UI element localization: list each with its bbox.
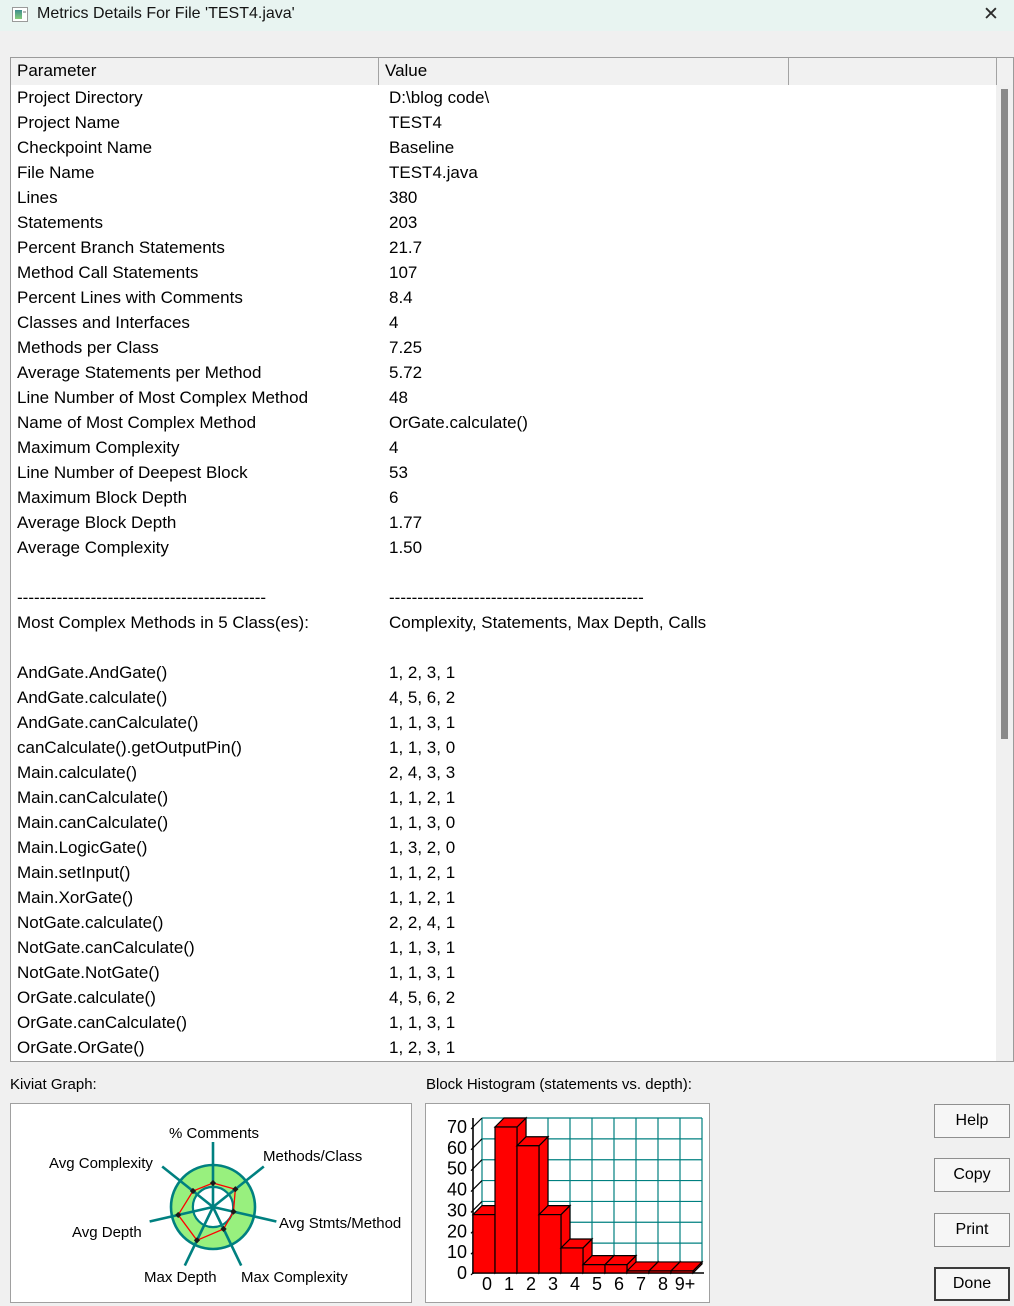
row-parameter: Project Name bbox=[17, 113, 120, 132]
table-row bbox=[11, 985, 996, 1010]
table-row bbox=[11, 335, 996, 360]
table-row bbox=[11, 785, 996, 810]
row-value: 4, 5, 6, 2 bbox=[389, 688, 456, 707]
table-row bbox=[11, 810, 996, 835]
row-value: 1, 1, 3, 1 bbox=[389, 938, 456, 957]
table-row bbox=[11, 560, 996, 585]
row-value: --------------------------------------------- bbox=[389, 588, 644, 607]
row-parameter: Average Block Depth bbox=[17, 513, 177, 532]
row-parameter: Percent Lines with Comments bbox=[17, 288, 243, 307]
row-value: D:\blog code\ bbox=[389, 88, 490, 107]
row-parameter: Checkpoint Name bbox=[17, 138, 153, 157]
row-parameter: Method Call Statements bbox=[17, 263, 199, 282]
table-row bbox=[11, 310, 996, 335]
row-value: 2, 4, 3, 3 bbox=[389, 763, 456, 782]
row-parameter: AndGate.calculate() bbox=[17, 688, 168, 707]
row-value: 1, 2, 3, 1 bbox=[389, 1038, 456, 1057]
row-parameter: Average Complexity bbox=[17, 538, 169, 557]
row-value: 1, 1, 2, 1 bbox=[389, 863, 456, 882]
svg-text:0: 0 bbox=[481, 1274, 493, 1294]
table-row bbox=[11, 760, 996, 785]
row-parameter: Classes and Interfaces bbox=[17, 313, 190, 332]
histogram-label: Block Histogram (statements vs. depth): bbox=[426, 1076, 692, 1093]
row-parameter: Methods per Class bbox=[17, 338, 159, 357]
table-row bbox=[11, 110, 996, 135]
svg-text:5: 5 bbox=[591, 1274, 603, 1294]
close-icon[interactable]: ✕ bbox=[983, 4, 999, 25]
row-parameter: Main.XorGate() bbox=[17, 888, 134, 907]
row-value: TEST4.java bbox=[389, 163, 478, 182]
row-parameter: NotGate.NotGate() bbox=[17, 963, 160, 982]
table-header bbox=[11, 58, 1013, 86]
table-row bbox=[11, 210, 996, 235]
titlebar bbox=[0, 0, 1014, 31]
row-parameter: AndGate.canCalculate() bbox=[17, 713, 199, 732]
kiviat-axis-label-max-depth: Max Depth bbox=[144, 1269, 217, 1286]
table-row bbox=[11, 260, 996, 285]
table-row bbox=[11, 860, 996, 885]
row-value: 1, 1, 2, 1 bbox=[389, 788, 456, 807]
row-value: 48 bbox=[389, 388, 408, 407]
table-row bbox=[11, 660, 996, 685]
svg-text:20: 20 bbox=[446, 1221, 467, 1242]
row-value: 4, 5, 6, 2 bbox=[389, 988, 456, 1007]
block-histogram-chart bbox=[426, 1104, 709, 1302]
table-row bbox=[11, 135, 996, 160]
row-parameter: Project Directory bbox=[17, 88, 143, 107]
table-row bbox=[11, 235, 996, 260]
svg-text:10: 10 bbox=[446, 1242, 467, 1263]
svg-text:60: 60 bbox=[446, 1137, 467, 1158]
row-parameter: Statements bbox=[17, 213, 103, 232]
table-row bbox=[11, 685, 996, 710]
row-value: OrGate.calculate() bbox=[389, 413, 528, 432]
table-row bbox=[11, 285, 996, 310]
table-row bbox=[11, 485, 996, 510]
row-parameter: Name of Most Complex Method bbox=[17, 413, 257, 432]
table-row bbox=[11, 410, 996, 435]
row-value: 1, 1, 3, 0 bbox=[389, 738, 456, 757]
row-parameter: Line Number of Deepest Block bbox=[17, 463, 248, 482]
table-row bbox=[11, 710, 996, 735]
table-row bbox=[11, 435, 996, 460]
kiviat-axis-label-avg-depth: Avg Depth bbox=[72, 1224, 142, 1241]
svg-text:3: 3 bbox=[547, 1274, 559, 1294]
row-parameter: OrGate.canCalculate() bbox=[17, 1013, 188, 1032]
vertical-scrollbar[interactable] bbox=[996, 85, 1013, 1061]
row-value: 5.72 bbox=[389, 363, 423, 382]
kiviat-axis-label-methods-class: Methods/Class bbox=[263, 1148, 363, 1165]
row-parameter: -------------------------------------------- bbox=[17, 588, 267, 607]
table-row bbox=[11, 1010, 996, 1035]
row-value: 1, 1, 3, 1 bbox=[389, 713, 456, 732]
row-value: Complexity, Statements, Max Depth, Calls bbox=[389, 613, 707, 632]
row-value: 4 bbox=[389, 438, 399, 457]
scrollbar-thumb[interactable] bbox=[1001, 89, 1008, 739]
row-value: 1, 2, 3, 1 bbox=[389, 663, 456, 682]
table-row bbox=[11, 385, 996, 410]
kiviat-axis-label-max-complexity: Max Complexity bbox=[241, 1269, 348, 1286]
svg-text:6: 6 bbox=[613, 1274, 625, 1294]
help-button[interactable]: Help bbox=[934, 1104, 1010, 1138]
row-parameter: OrGate.calculate() bbox=[17, 988, 156, 1007]
print-button[interactable]: Print bbox=[934, 1213, 1010, 1247]
app-icon-dash bbox=[23, 11, 26, 13]
row-parameter: Line Number of Most Complex Method bbox=[17, 388, 309, 407]
window-title: Metrics Details For File 'TEST4.java' bbox=[37, 5, 295, 22]
table-row bbox=[11, 635, 996, 660]
row-parameter: AndGate.AndGate() bbox=[17, 663, 168, 682]
row-parameter: canCalculate().getOutputPin() bbox=[17, 738, 242, 757]
table-row bbox=[11, 735, 996, 760]
row-parameter: Maximum Complexity bbox=[17, 438, 180, 457]
table-row bbox=[11, 610, 996, 635]
svg-text:0: 0 bbox=[456, 1263, 467, 1283]
row-value: 1, 1, 3, 1 bbox=[389, 1013, 456, 1032]
kiviat-graph-label: Kiviat Graph: bbox=[10, 1076, 97, 1093]
done-button[interactable]: Done bbox=[934, 1267, 1010, 1301]
svg-text:8: 8 bbox=[657, 1274, 669, 1294]
table-row bbox=[11, 960, 996, 985]
app-icon bbox=[12, 7, 28, 22]
row-parameter: Main.setInput() bbox=[17, 863, 131, 882]
row-parameter: Maximum Block Depth bbox=[17, 488, 188, 507]
table-row bbox=[11, 160, 996, 185]
row-value: 107 bbox=[389, 263, 418, 282]
svg-text:7: 7 bbox=[635, 1274, 647, 1294]
table-row bbox=[11, 535, 996, 560]
row-parameter: File Name bbox=[17, 163, 95, 182]
row-value: Baseline bbox=[389, 138, 455, 157]
row-parameter: Main.canCalculate() bbox=[17, 813, 169, 832]
row-value: 4 bbox=[389, 313, 399, 332]
row-value: 1.50 bbox=[389, 538, 423, 557]
row-value: 2, 2, 4, 1 bbox=[389, 913, 456, 932]
table-row bbox=[11, 85, 996, 110]
kiviat-axis-label-stmts-method: Avg Stmts/Method bbox=[279, 1215, 402, 1232]
row-value: 1, 3, 2, 0 bbox=[389, 838, 456, 857]
row-parameter: Main.calculate() bbox=[17, 763, 137, 782]
row-value: TEST4 bbox=[389, 113, 442, 132]
table-body bbox=[11, 85, 996, 1061]
svg-text:70: 70 bbox=[446, 1117, 467, 1137]
row-parameter: NotGate.calculate() bbox=[17, 913, 164, 932]
kiviat-axis-label-avg-complexity: Avg Complexity bbox=[49, 1155, 153, 1172]
kiviat-graph-panel bbox=[10, 1103, 412, 1303]
table-row bbox=[11, 935, 996, 960]
svg-text:2: 2 bbox=[525, 1274, 537, 1294]
row-parameter: Lines bbox=[17, 188, 58, 207]
metrics-table bbox=[10, 57, 1014, 1062]
table-row bbox=[11, 185, 996, 210]
column-header-value[interactable]: Value bbox=[379, 58, 789, 85]
row-parameter: OrGate.OrGate() bbox=[17, 1038, 145, 1057]
table-row bbox=[11, 1035, 996, 1060]
column-header-parameter[interactable]: Parameter bbox=[11, 58, 379, 85]
table-row bbox=[11, 460, 996, 485]
row-value: 1.77 bbox=[389, 513, 423, 532]
svg-text:40: 40 bbox=[446, 1179, 467, 1200]
table-row bbox=[11, 885, 996, 910]
row-value: 203 bbox=[389, 213, 418, 232]
kiviat-axis-label-comments: % Comments bbox=[168, 1125, 260, 1142]
svg-text:30: 30 bbox=[446, 1200, 467, 1221]
svg-text:50: 50 bbox=[446, 1158, 467, 1179]
table-row bbox=[11, 585, 996, 610]
copy-button[interactable]: Copy bbox=[934, 1158, 1010, 1192]
app-icon-pane bbox=[15, 10, 22, 19]
row-value: 1, 1, 3, 1 bbox=[389, 963, 456, 982]
row-value: 6 bbox=[389, 488, 399, 507]
svg-text:4: 4 bbox=[569, 1274, 581, 1294]
row-value: 1, 1, 2, 1 bbox=[389, 888, 456, 907]
svg-text:1: 1 bbox=[503, 1274, 515, 1294]
table-row bbox=[11, 510, 996, 535]
row-value: 380 bbox=[389, 188, 418, 207]
row-value: 53 bbox=[389, 463, 408, 482]
table-row bbox=[11, 910, 996, 935]
row-value: 7.25 bbox=[389, 338, 423, 357]
row-parameter: Average Statements per Method bbox=[17, 363, 262, 382]
row-value: 8.4 bbox=[389, 288, 413, 307]
histogram-panel bbox=[425, 1103, 710, 1303]
row-parameter: Main.canCalculate() bbox=[17, 788, 169, 807]
table-row bbox=[11, 360, 996, 385]
row-value: 1, 1, 3, 0 bbox=[389, 813, 456, 832]
row-parameter: Most Complex Methods in 5 Class(es): bbox=[17, 613, 309, 632]
column-header-blank[interactable] bbox=[789, 58, 997, 85]
row-parameter: Percent Branch Statements bbox=[17, 238, 225, 257]
row-value: 21.7 bbox=[389, 238, 423, 257]
row-parameter: Main.LogicGate() bbox=[17, 838, 148, 857]
row-parameter: NotGate.canCalculate() bbox=[17, 938, 195, 957]
table-row bbox=[11, 835, 996, 860]
svg-text:9+: 9+ bbox=[674, 1274, 696, 1294]
